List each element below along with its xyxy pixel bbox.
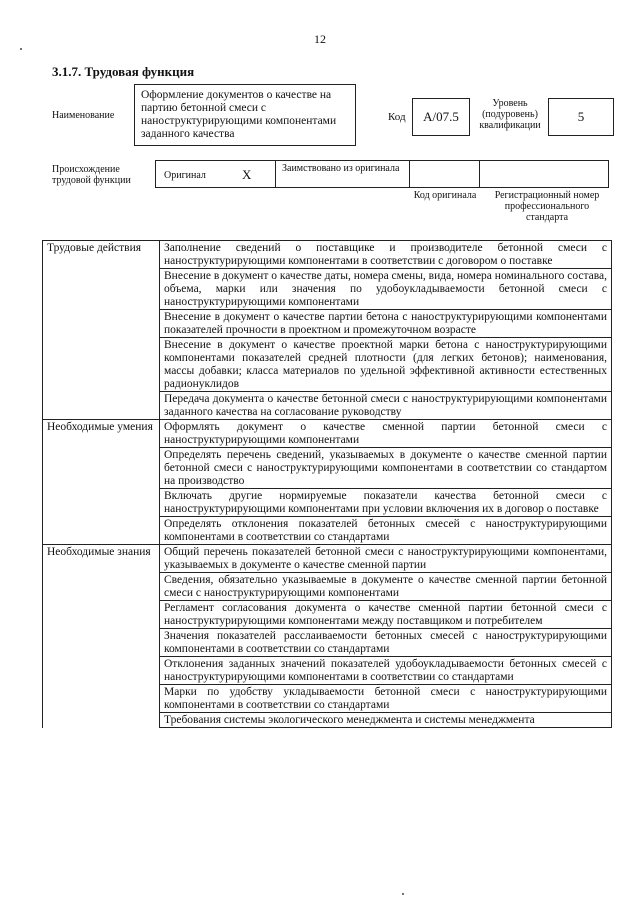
code-original-cell (410, 161, 480, 187)
origin-label: Происхождение трудовой функции (52, 164, 131, 186)
origin-table (155, 160, 609, 188)
original-label: Оригинал (164, 170, 206, 181)
section-label-actions: Трудовые действия (43, 241, 160, 420)
table-cell: Определять отклонения показателей бетонных смесей с наноструктурирующими компонентами в соответствии со стандартами (160, 517, 612, 545)
table-row (43, 545, 612, 573)
scan-speck (402, 893, 404, 895)
code-value: A/07.5 (412, 98, 470, 136)
name-label: Наименование (52, 110, 115, 121)
scan-speck (20, 48, 22, 50)
table-cell: Требования системы экологического менеджмента и системы менеджмента (160, 713, 612, 728)
table-cell: Сведения, обязательно указываемые в документе о качестве сменной партии бетонной смеси с наноструктурирующими компонентами (160, 573, 612, 601)
section-title: 3.1.7. Трудовая функция (52, 64, 195, 79)
table-cell: Регламент согласования документа о качестве сменной партии бетонной смеси с наноструктурирующими компонентами между поставщиком и потребителем (160, 601, 612, 629)
section-label-knowledge: Необходимые знания (43, 545, 160, 728)
table-cell: Общий перечень показателей бетонной смеси с наноструктурирующими компонентами, указываемых в документе о качестве сменной партии (160, 545, 612, 573)
table-row (43, 420, 612, 448)
borrowed-label: Заимствовано из оригинала (282, 163, 400, 174)
table-cell: Внесение в документ о качестве проектной марки бетона с наноструктурирующими компонентами показателей средней плотности (для легких бетонов); наименования, массы добавки; класса материалов по удельной эффективной активности естественных радионуклидов (160, 338, 612, 392)
table-cell: Значения показателей расслаиваемости бетонных смесей с наноструктурирующими компонентами в соответствии со стандартами (160, 629, 612, 657)
page-number: 12 (314, 32, 326, 46)
code-original-caption: Код оригинала (413, 190, 477, 201)
original-mark: X (242, 167, 252, 182)
table-cell: Включать другие нормируемые показатели качества бетонной смеси с наноструктурирующими компонентами при условии включения их в договор о поставке (160, 489, 612, 517)
reg-number-caption: Регистрационный номер профессионального стандарта (494, 190, 600, 223)
function-details-table (42, 240, 612, 728)
section-label-skills: Необходимые умения (43, 420, 160, 545)
table-cell: Внесение в документ о качестве даты, номера смены, вида, номера номинального состава, объема, марки или значения по удобоукладываемости бетонной смеси с наноструктурирующими компонентами (160, 269, 612, 310)
code-label: Код (388, 111, 406, 123)
level-label: Уровень (подуровень) квалификации (479, 98, 541, 131)
table-cell: Марки по удобству укладываемости бетонной смеси с наноструктурирующими компонентами в соответствии со стандартами (160, 685, 612, 713)
table-cell: Оформлять документ о качестве сменной партии бетонной смеси с наноструктурирующими компонентами (160, 420, 612, 448)
table-cell: Передача документа о качестве бетонной смеси с наноструктурирующими компонентами заданного качества на согласование руководству (160, 392, 612, 420)
table-cell: Определять перечень сведений, указываемых в документе о качестве сменной партии бетонной смеси с наноструктурирующими компонентами в соответствии со стандартом на производство (160, 448, 612, 489)
function-name: Оформление документов о качестве на партию бетонной смеси с наноструктурирующими компонентами заданного качества (134, 84, 356, 146)
table-cell: Внесение в документ о качестве партии бетона с наноструктурирующими компонентами показателей прочности в проектном и промежуточном возрасте (160, 310, 612, 338)
table-cell: Отклонения заданных значений показателей удобоукладываемости бетонных смесей с наноструктурирующими компонентами в соответствии со стандартами (160, 657, 612, 685)
table-row (43, 241, 612, 269)
table-cell: Заполнение сведений о поставщике и производителе бетонной смеси с наноструктурирующими компонентами в соответствии с договором о поставке (160, 241, 612, 269)
original-cell (156, 161, 276, 187)
reg-number-cell (480, 161, 608, 187)
level-value: 5 (548, 98, 614, 136)
borrowed-cell (276, 161, 410, 187)
